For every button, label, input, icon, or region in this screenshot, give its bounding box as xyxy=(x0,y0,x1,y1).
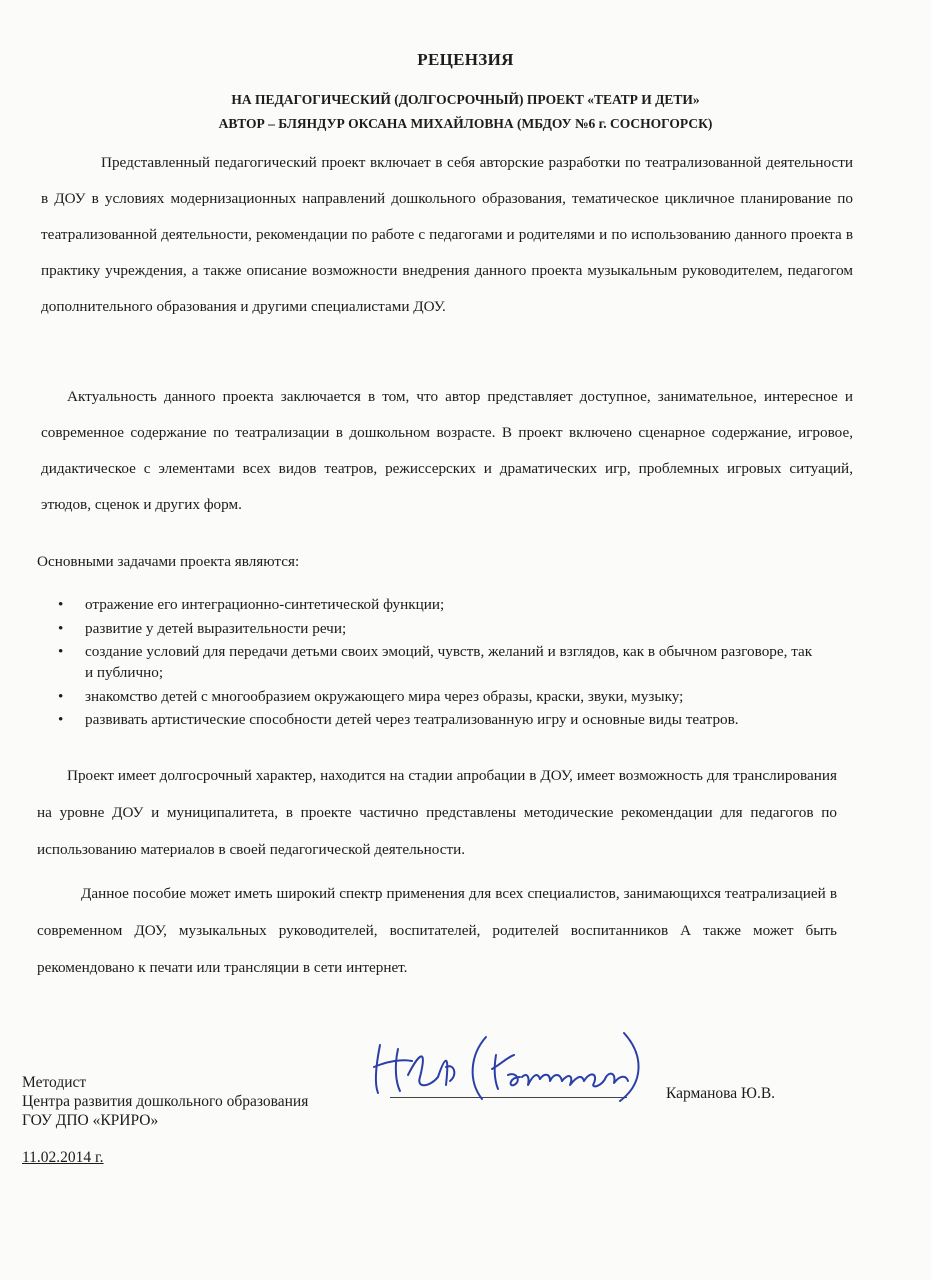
paragraph-recommendation: Данное пособие может иметь широкий спектр применения для всех специалистов, занимающихся театрализацией в современном ДОУ, музыкальных руководителей, воспитателей, родителей воспитанников А также может быть рекомендовано к печати или трансляции в сети интернет. xyxy=(37,885,837,976)
paragraph-description: Представленный педагогический проект включает в себя авторские разработки по театрализованной деятельности в ДОУ в условиях модернизационных направлений дошкольного образования, тематическое цикличное планирование по театрализованной деятельности, рекомендации по работе с педагогами и родителями и по использованию данного проекта в практику учреждения, а также описание возможности внедрения данного проекта музыкальным руководителем, педагогом дополнительного образования и другими специалистами ДОУ. xyxy=(41,154,853,315)
list-item xyxy=(58,709,818,730)
handwritten-signature xyxy=(358,1015,648,1110)
reviewer-position xyxy=(22,1073,308,1130)
review-date: 11.02.2014 г. xyxy=(22,1149,104,1166)
bullet-icon: • xyxy=(58,711,64,729)
bullet-icon: • xyxy=(58,596,64,613)
tasks-list xyxy=(58,594,818,733)
list-item xyxy=(58,594,818,615)
document-subtitle-project: НА ПЕДАГОГИЧЕСКИЙ (ДОЛГОСРОЧНЫЙ) ПРОЕКТ «ТЕАТР И ДЕТИ» xyxy=(231,92,700,107)
reviewer-institution: ГОУ ДПО «КРИРО» xyxy=(22,1112,159,1129)
reviewer-role: Методист xyxy=(22,1074,87,1091)
tasks-heading: Основными задачами проекта являются: xyxy=(37,553,300,570)
document-title: РЕЦЕНЗИЯ xyxy=(417,50,514,69)
paragraph-relevance: Актуальность данного проекта заключается в том, что автор представляет доступное, занимательное, интересное и современное содержание по театрализации в дошкольном возрасте. В проект включено сценарное содержание, игровое, дидактическое с элементами всех видов театров, режиссерских и драматических игр, проблемных игровых ситуаций, этюдов, сценок и других форм. xyxy=(41,388,853,513)
bullet-icon: • xyxy=(58,643,64,661)
reviewer-organization: Центра развития дошкольного образования xyxy=(22,1093,309,1110)
list-item xyxy=(58,686,818,707)
bullet-icon: • xyxy=(58,687,64,705)
bullet-icon: • xyxy=(58,619,64,637)
paragraph-project-status: Проект имеет долгосрочный характер, находится на стадии апробации в ДОУ, имеет возможность для транслирования на уровне ДОУ и муниципалитета, в проекте частично представлены методические рекомендации для педагогов по использованию материалов в своей педагогической деятельности. xyxy=(37,767,837,858)
document-subtitle-author: АВТОР – БЛЯНДУР ОКСАНА МИХАЙЛОВНА (МБДОУ №6 г. СОСНОГОРСК) xyxy=(218,116,713,131)
reviewer-name: Карманова Ю.В. xyxy=(666,1085,776,1102)
task-text: развивать артистические способности детей через театрализованную игру и основные виды театров. xyxy=(85,711,739,729)
list-item xyxy=(58,641,818,683)
task-text: знакомство детей с многообразием окружающего мира через образы, краски, звуки, музыку; xyxy=(85,687,684,705)
task-text: отражение его интеграционно-синтетической функции; xyxy=(85,596,445,613)
task-text: развитие у детей выразительности речи; xyxy=(85,619,347,637)
list-item xyxy=(58,618,818,639)
task-text: создание условий для передачи детьми своих эмоций, чувств, желаний и взглядов, как в обычном разговоре, так и публично; xyxy=(85,643,813,682)
